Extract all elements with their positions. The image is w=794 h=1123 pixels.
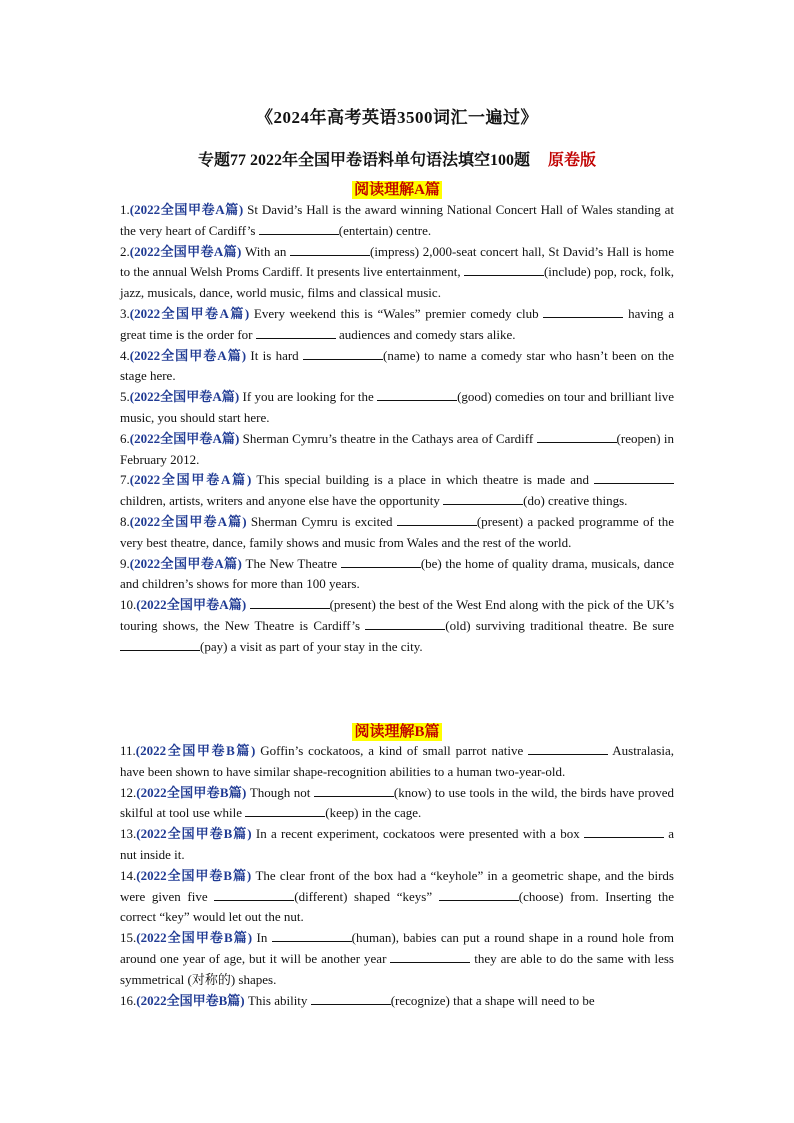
question-source: (2022全国甲卷A篇) — [129, 305, 250, 321]
question-text: (know) to use tools in the wild, the birds have proved skilful at tool use while — [120, 784, 674, 821]
section-heading-a-text: 阅读理解A篇 — [354, 182, 440, 198]
question-source: (2022全国甲卷B篇) — [136, 867, 252, 883]
subtitle-text: 专题77 2022年全国甲卷语料单句语法填空100题 — [197, 152, 530, 169]
question-item — [120, 866, 674, 928]
question-text: having a great time is the order for — [120, 305, 675, 342]
section-a-items — [120, 200, 674, 658]
question-item — [120, 554, 674, 596]
question-text: (be) the home of quality drama, musicals, dance and children’s shows for more than 100 years. — [120, 555, 675, 592]
question-number: 4. — [120, 347, 130, 363]
question-source: (2022全国甲卷A篇) — [136, 597, 247, 613]
answer-blank[interactable] — [250, 596, 330, 609]
question-text: (do) creative things. — [523, 493, 628, 509]
question-number: 16. — [120, 992, 137, 1008]
section-heading-b — [0, 720, 794, 741]
question-item — [120, 512, 674, 554]
question-text: children, artists, writers and anyone else have the opportunity — [120, 493, 444, 509]
question-number: 14. — [120, 867, 137, 883]
question-text: (keep) in the cage. — [325, 805, 422, 821]
question-source: (2022全国甲卷A篇) — [129, 472, 252, 488]
question-number: 5. — [120, 389, 130, 405]
question-text: (old) surviving traditional theatre. Be sure — [445, 617, 674, 633]
question-source: (2022全国甲卷A篇) — [129, 389, 240, 405]
question-text: Though not — [249, 784, 314, 800]
question-text: With an — [245, 243, 290, 259]
question-item — [120, 928, 674, 990]
question-text: (present) a packed programme of the very best theatre, dance, family shows and music from Wales and the rest of the world. — [120, 513, 675, 550]
question-text: (present) the best of the West End along with the pick of the UK’s touring shows, the New Theatre is Cardiff’s — [120, 597, 675, 633]
answer-blank[interactable] — [272, 929, 352, 942]
question-source: (2022全国甲卷A篇) — [129, 555, 242, 571]
document-subtitle — [0, 147, 794, 170]
section-heading-a — [0, 178, 794, 199]
question-number: 2. — [120, 243, 130, 259]
answer-blank[interactable] — [443, 492, 523, 505]
question-item — [120, 824, 674, 866]
question-text: (different) shaped “keys” — [294, 888, 439, 904]
question-text: (recognize) that a shape will need to be — [390, 992, 595, 1008]
answer-blank[interactable] — [537, 430, 617, 443]
question-text: (human), babies can put a round shape in a round hole from around one year of age, but it will be another year — [120, 930, 674, 966]
answer-blank[interactable] — [120, 638, 200, 651]
question-text: (name) to name a comedy star who hasn’t been on the stage here. — [120, 347, 675, 384]
answer-blank[interactable] — [365, 617, 445, 630]
document-title: 《2024年高考英语3500词汇一遍过》 — [256, 108, 538, 127]
question-text: a nut inside it. — [120, 826, 674, 862]
section-heading-b-text: 阅读理解B篇 — [354, 724, 440, 740]
question-number: 9. — [120, 555, 130, 571]
question-source: (2022全国甲卷A篇) — [129, 347, 247, 363]
answer-blank[interactable] — [303, 347, 383, 360]
section-b-items — [120, 741, 674, 1011]
answer-blank[interactable] — [594, 471, 674, 484]
answer-blank[interactable] — [543, 305, 623, 318]
question-text: (entertain) centre. — [338, 222, 432, 238]
answer-blank[interactable] — [290, 243, 370, 256]
question-text: (good) comedies on tour and brilliant live music, you should start here. — [120, 389, 675, 425]
question-text: Australasia, have been shown to have similar shape-recognition abilities to a human two-year-old. — [120, 743, 674, 779]
question-text: (impress) 2,000-seat concert hall, St David’s Hall is home to the annual Welsh Proms Cardiff. It presents live entertainment, — [120, 243, 675, 280]
answer-blank[interactable] — [245, 804, 325, 817]
question-text: This special building is a place in which theatre is made and — [256, 472, 595, 488]
question-text: Sherman Cymru’s theatre in the Cathays area of Cardiff — [242, 430, 537, 446]
question-item — [120, 470, 674, 512]
question-text: The clear front of the box had a “keyhole” in a geometric shape, and the birds were given five — [120, 867, 674, 904]
question-text: Sherman Cymru is excited — [250, 513, 397, 529]
answer-blank[interactable] — [311, 992, 391, 1005]
question-item — [120, 783, 674, 825]
question-text: St David’s Hall is the award winning National Concert Hall of Wales standing at the very heart of Cardiff’s — [120, 202, 675, 238]
question-text: (reopen) in February 2012. — [120, 430, 675, 467]
answer-blank[interactable] — [397, 513, 477, 526]
question-source: (2022全国甲卷A篇) — [129, 243, 242, 259]
question-number: 7. — [120, 472, 130, 488]
question-number: 13. — [120, 826, 137, 842]
question-text: This ability — [247, 992, 311, 1008]
question-item — [120, 304, 674, 346]
answer-blank[interactable] — [464, 263, 544, 276]
question-text: In a recent experiment, cockatoos were presented with a box — [255, 826, 584, 842]
question-source: (2022全国甲卷B篇) — [136, 992, 245, 1008]
question-text: Goffin’s cockatoos, a kind of small parrot native — [260, 743, 529, 758]
question-text: audiences and comedy stars alike. — [335, 326, 516, 342]
answer-blank[interactable] — [314, 784, 394, 797]
question-item — [120, 741, 674, 783]
question-number: 11. — [120, 743, 136, 758]
question-item — [120, 200, 674, 242]
question-number: 8. — [120, 513, 130, 529]
question-item — [120, 595, 674, 657]
answer-blank[interactable] — [377, 388, 457, 401]
answer-blank[interactable] — [259, 222, 339, 235]
question-item — [120, 387, 674, 429]
answer-blank[interactable] — [341, 555, 421, 568]
answer-blank[interactable] — [390, 950, 470, 963]
question-item — [120, 346, 674, 388]
question-item — [120, 242, 674, 304]
question-number: 6. — [120, 430, 130, 446]
answer-blank[interactable] — [439, 888, 519, 901]
question-source: (2022全国甲卷A篇) — [129, 202, 244, 217]
question-text: they are able to do the same with less symmetrical (对称的) shapes. — [120, 950, 674, 987]
question-source: (2022全国甲卷A篇) — [129, 430, 240, 446]
question-text: (include) pop, rock, folk, jazz, musicals, dance, world music, films and classical music. — [120, 264, 674, 301]
question-source: (2022全国甲卷A篇) — [129, 513, 247, 529]
question-number: 12. — [120, 784, 137, 800]
question-number: 10. — [120, 597, 137, 613]
question-text: (pay) a visit as part of your stay in the city. — [200, 638, 423, 654]
answer-blank[interactable] — [214, 888, 294, 901]
edition-label: 原卷版 — [548, 152, 597, 169]
question-item — [120, 991, 674, 1012]
question-text: The New Theatre — [245, 555, 341, 571]
question-number: 15. — [120, 930, 137, 946]
question-text: (choose) from. Inserting the correct “key” would let out the nut. — [120, 888, 674, 925]
question-text: In — [256, 930, 272, 946]
answer-blank[interactable] — [528, 742, 608, 755]
question-item — [120, 429, 674, 471]
question-text: It is hard — [250, 347, 303, 363]
question-source: (2022全国甲卷B篇) — [136, 784, 247, 800]
question-number: 1. — [120, 202, 130, 217]
question-text: If you are looking for the — [242, 389, 378, 405]
question-source: (2022全国甲卷B篇) — [136, 826, 252, 842]
question-source: (2022全国甲卷B篇) — [136, 930, 253, 946]
answer-blank[interactable] — [584, 825, 664, 838]
question-number: 3. — [120, 305, 130, 321]
question-text: Every weekend this is “Wales” premier comedy club — [253, 305, 544, 321]
answer-blank[interactable] — [256, 326, 336, 339]
question-source: (2022全国甲卷B篇) — [135, 743, 256, 758]
